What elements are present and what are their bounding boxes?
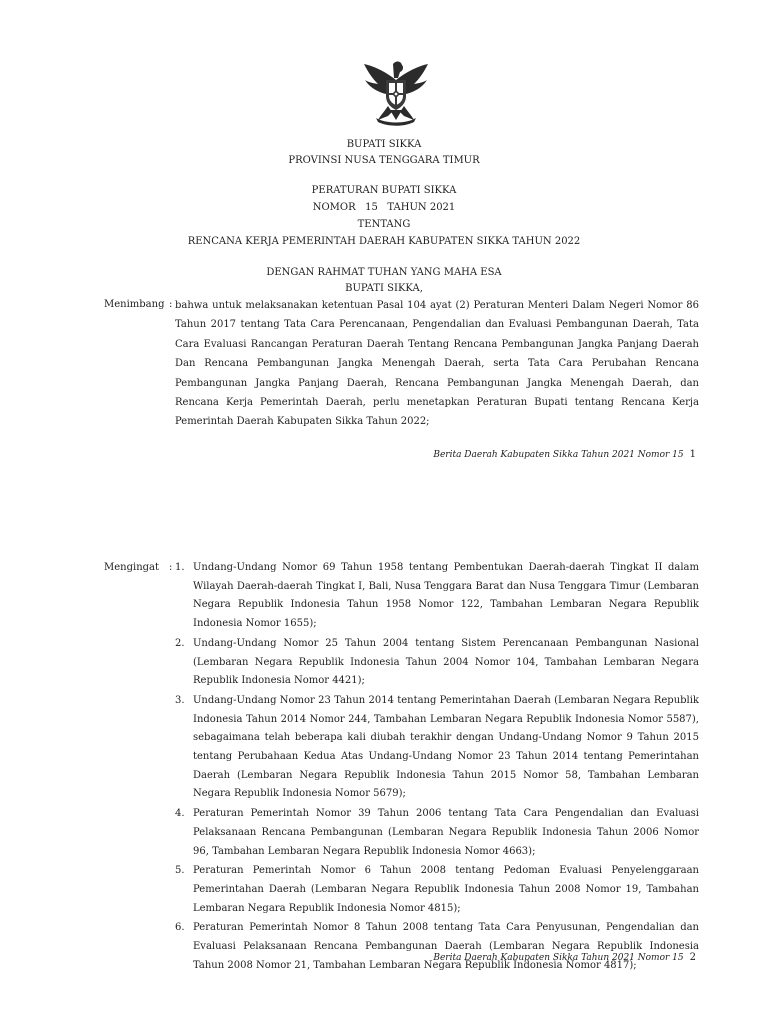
issuer-signature-line: BUPATI SIKKA, (345, 283, 423, 294)
regulation-title: PERATURAN BUPATI SIKKA (311, 185, 457, 196)
page-footer-1 (433, 449, 696, 461)
menimbang-text: bahwa untuk melaksanakan ketentuan Pasal 104 ayat (2) Peraturan Menteri Dalam Negeri Nomor 86 Tahun 2017 tentang Tata Cara Perencanaan, Pengendalian dan Evaluasi Pembangunan Daerah, Tata Cara Evaluasi Rancangan Peraturan Daerah Tentang Rencana Pembangunan Jangka Panjang Daerah Dan Rencana Pembangunan Jangka Menengah Daerah, serta Tata Cara Perubahan Rencana Pembangunan Jangka Panjang Daerah, Rencana Pembangunan Jangka Menengah Daerah, dan Rencana Kerja Pemerintah Daerah, perlu menetapkan Peraturan Bupati tentang Rencana Kerja Pemerintah Daerah Kabupaten Sikka Tahun 2022; (175, 300, 699, 428)
menimbang-label: Menimbang (104, 299, 165, 310)
regulation-tentang: TENTANG (357, 219, 411, 230)
mengingat-colon: : (169, 562, 173, 573)
issuer-title: BUPATI SIKKA (346, 139, 422, 150)
page-number: 2 (689, 952, 696, 963)
regulation-number: NOMOR 15 TAHUN 2021 (312, 202, 456, 213)
mengingat-label: Mengingat (104, 562, 160, 573)
page-number: 1 (689, 449, 696, 460)
list-item: 3. Undang-Undang Nomor 23 Tahun 2014 tentang Pemerintahan Daerah (Lembaran Negara Republik Indonesia Tahun 2014 Nomor 244, Tambahan Lembaran Negara Republik Indonesia Nomor 5587), sebagaimana telah beberapa kali diubah terakhir dengan Undang-Undang Nomor 9 Tahun 2015 tentang Perubahaan Kedua Atas Undang-Undang Nomor 23 Tahun 2014 tentang Pemerintahan Daerah (Lembaran Negara Republik Indonesia Tahun 2015 Nomor 58, Tambahan Lembaran Negara Republik Indonesia Nomor 5679); (175, 694, 699, 800)
footer-text: Berita Daerah Kabupaten Sikka Tahun 2021 Nomor 15 (433, 450, 684, 460)
list-item: 1. Undang-Undang Nomor 69 Tahun 1958 tentang Pembentukan Daerah-daerah Tingkat II dalam Wilayah Daerah-daerah Tingkat I, Bali, Nusa Tenggara Barat dan Nusa Tenggara Timur (Lembaran Negara Republik Indonesia Tahun 1958 Nomor 122, Tambahan Lembaran Negara Republik Indonesia Nomor 1655); (175, 562, 699, 630)
list-item: 4. Peraturan Pemerintah Nomor 39 Tahun 2006 tentang Tata Cara Pengendalian dan Evaluasi Pelaksanaan Rencana Pembangunan (Lembaran Negara Republik Indonesia Tahun 2006 Nomor 96, Tambahan Lembaran Negara Republik Indonesia Nomor 4663); (175, 808, 699, 857)
mengingat-list (172, 559, 699, 976)
province-title: PROVINSI NUSA TENGGARA TIMUR (288, 155, 480, 166)
menimbang-colon: : (169, 299, 173, 310)
preamble-line: DENGAN RAHMAT TUHAN YANG MAHA ESA (266, 267, 502, 278)
footer-text: Berita Daerah Kabupaten Sikka Tahun 2021 Nomor 15 (433, 953, 684, 963)
list-item: 6. Peraturan Pemerintah Nomor 8 Tahun 2008 tentang Tata Cara Penyusunan, Pengendalian dan Evaluasi Pelaksanaan Rencana Pembangunan Daerah (Lembaran Negara Republik Indonesia Tahun 2008 Nomor 21, Tambahan Lembaran Negara Republik Indonesia Nomor 4817); (175, 922, 699, 971)
list-item: 5. Peraturan Pemerintah Nomor 6 Tahun 2008 tentang Pedoman Evaluasi Penyelenggaraan Pemerintahan Daerah (Lembaran Negara Republik Indonesia Tahun 2008 Nomor 19, Tambahan Lembaran Negara Republik Indonesia Nomor 4815); (175, 865, 699, 914)
page-footer-2 (433, 952, 696, 964)
list-item: 2. Undang-Undang Nomor 25 Tahun 2004 tentang Sistem Perencanaan Pembangunan Nasional (Lembaran Negara Republik Indonesia Tahun 2004 Nomor 104, Tambahan Lembaran Negara Republik Indonesia Nomor 4421); (175, 637, 699, 687)
regulation-subject: RENCANA KERJA PEMERINTAH DAERAH KABUPATEN SIKKA TAHUN 2022 (187, 236, 581, 247)
garuda-emblem-icon (360, 58, 432, 128)
